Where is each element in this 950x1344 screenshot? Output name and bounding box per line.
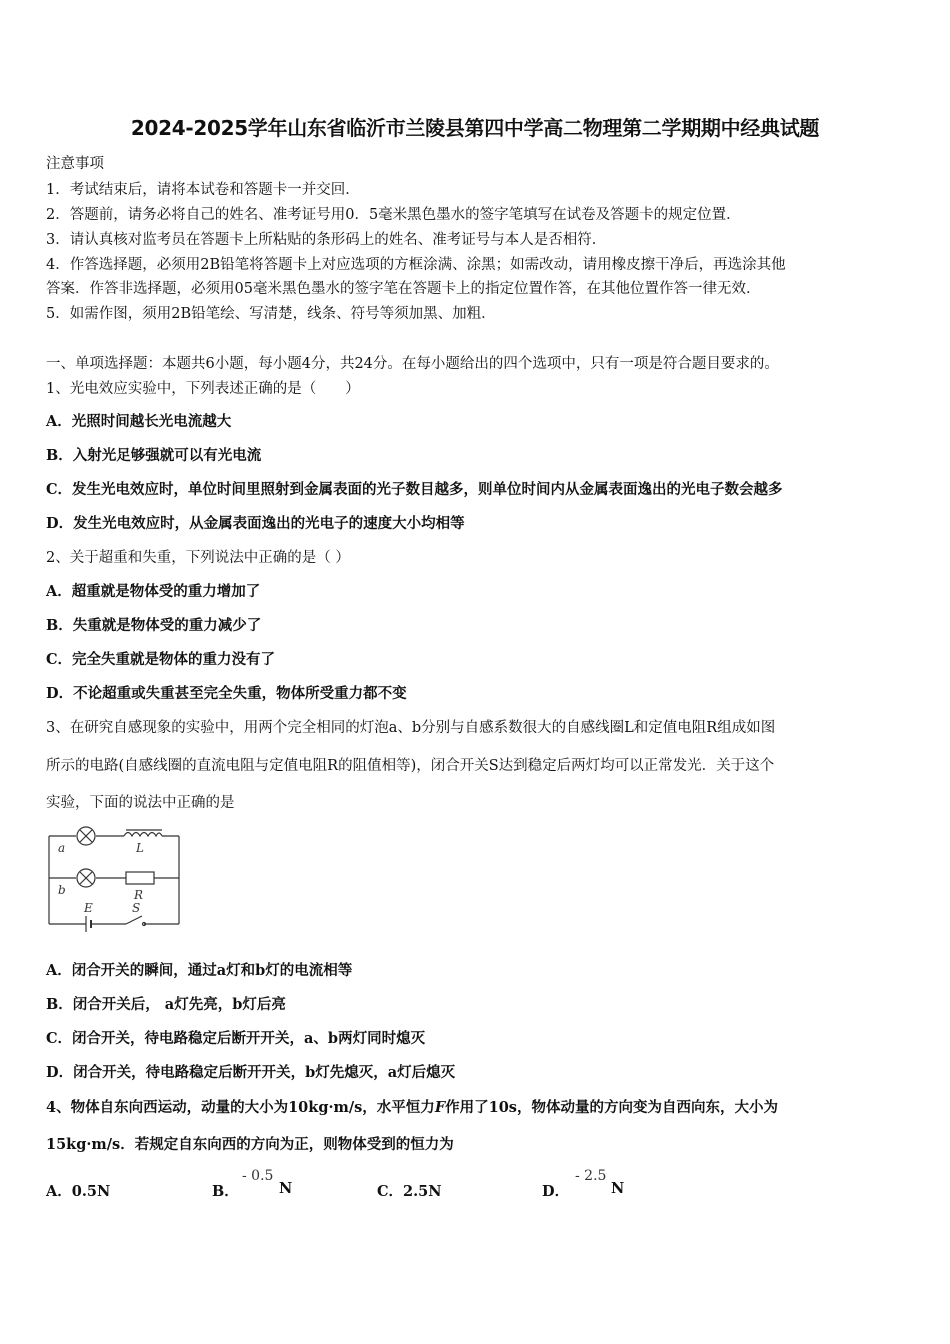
q4-force-symbol: F — [434, 1099, 446, 1116]
q4-option-d-label: D． — [542, 1183, 570, 1200]
notice-item: 3．请认真核对监考员在答题卡上所粘贴的条形码上的姓名、准考证号与本人是否相符． — [46, 232, 607, 248]
page-title: 2024-2025学年山东省临沂市兰陵县第四中学高二物理第二学期期中经典试题 — [130, 116, 820, 140]
q3-option-a: A．闭合开关的瞬间，通过a灯和b灯的电流相等 — [46, 962, 353, 979]
notice-item: 答案．作答非选择题，必须用05毫米黑色墨水的签字笔在答题卡上的指定位置作答，在其他位置作答一律无效． — [46, 281, 761, 297]
q3-option-b: B．闭合开关后， a灯先亮，b灯后亮 — [46, 996, 286, 1013]
q3-stem-line: 实验，下面的说法中正确的是 — [46, 795, 235, 811]
q4-stem-pre: 4、物体自东向西运动，动量的大小为10kg·m/s，水平恒力 — [46, 1099, 435, 1116]
label-R: R — [134, 888, 144, 902]
notice-item: 2．答题前，请务必将自己的姓名、准考证号用0．5毫米黑色墨水的签字笔填写在试卷及答题卡的规定位置． — [46, 207, 741, 223]
q4-option-b-unit: N — [279, 1180, 293, 1197]
label-a: a — [58, 841, 66, 855]
notice-heading: 注意事项 — [46, 156, 104, 172]
label-L: L — [136, 841, 144, 855]
q3-stem-line: 3、在研究自感现象的实验中，用两个完全相同的灯泡a、b分别与自感系数很大的自感线圈L和定值电阻R组成如图 — [46, 720, 776, 736]
q1-option-d: D．发生光电效应时，从金属表面逸出的光电子的速度大小均相等 — [46, 515, 465, 532]
label-E: E — [84, 901, 93, 915]
q1-option-c: C．发生光电效应时，单位时间里照射到金属表面的光子数目越多，则单位时间内从金属表面逸出的光电子数会越多 — [46, 481, 783, 498]
notice-item: 4．作答选择题，必须用2B铅笔将答题卡上对应选项的方框涂满、涂黑；如需改动，请用橡皮擦干净后，再选涂其他 — [46, 257, 786, 273]
q1-stem: 1、光电效应实验中，下列表述正确的是（ ） — [46, 381, 360, 397]
q2-stem: 2、关于超重和失重，下列说法中正确的是（ ） — [46, 550, 350, 566]
q4-option-b-value: - 0.5 — [242, 1168, 274, 1184]
q2-option-b: B．失重就是物体受的重力减少了 — [46, 617, 262, 634]
q1-option-a: A．光照时间越长光电流越大 — [46, 413, 232, 430]
q4-option-b-label: B． — [212, 1183, 239, 1200]
q1-option-b: B．入射光足够强就可以有光电流 — [46, 447, 262, 464]
q4-option-a: A．0.5N — [46, 1183, 111, 1200]
q2-option-d: D．不论超重或失重甚至完全失重，物体所受重力都不变 — [46, 685, 407, 702]
q4-option-d-unit: N — [611, 1180, 625, 1197]
q2-option-c: C．完全失重就是物体的重力没有了 — [46, 651, 276, 668]
label-b: b — [58, 883, 66, 897]
inductor-icon — [124, 833, 162, 837]
q3-option-d: D．闭合开关，待电路稳定后断开开关，b灯先熄灭，a灯后熄灭 — [46, 1064, 456, 1081]
resistor-icon — [126, 872, 154, 884]
label-S: S — [132, 901, 141, 915]
q3-stem-line: 所示的电路(自感线圈的直流电阻与定值电阻R的阻值相等)，闭合开关S达到稳定后两灯均可以正常发光．关于这个 — [46, 758, 775, 774]
q4-option-c: C．2.5N — [377, 1183, 442, 1200]
q4-stem-line: 15kg·m/s．若规定自东向西的方向为正，则物体受到的恒力为 — [46, 1136, 454, 1153]
circuit-diagram — [44, 822, 189, 937]
q4-stem-line — [46, 1096, 778, 1117]
section-heading: 一、单项选择题：本题共6小题，每小题4分，共24分。在每小题给出的四个选项中，只有一项是符合题目要求的。 — [46, 356, 779, 372]
switch-icon — [126, 916, 142, 924]
q4-stem-post: 作用了10s，物体动量的方向变为自西向东，大小为 — [445, 1099, 778, 1116]
q3-option-c: C．闭合开关，待电路稳定后断开开关，a、b两灯同时熄灭 — [46, 1030, 426, 1047]
q4-option-d-value: - 2.5 — [575, 1168, 607, 1184]
q2-option-a: A．超重就是物体受的重力增加了 — [46, 583, 261, 600]
notice-item: 5．如需作图，须用2B铅笔绘、写清楚，线条、符号等须加黑、加粗． — [46, 306, 496, 322]
notice-item: 1．考试结束后，请将本试卷和答题卡一并交回． — [46, 182, 360, 198]
